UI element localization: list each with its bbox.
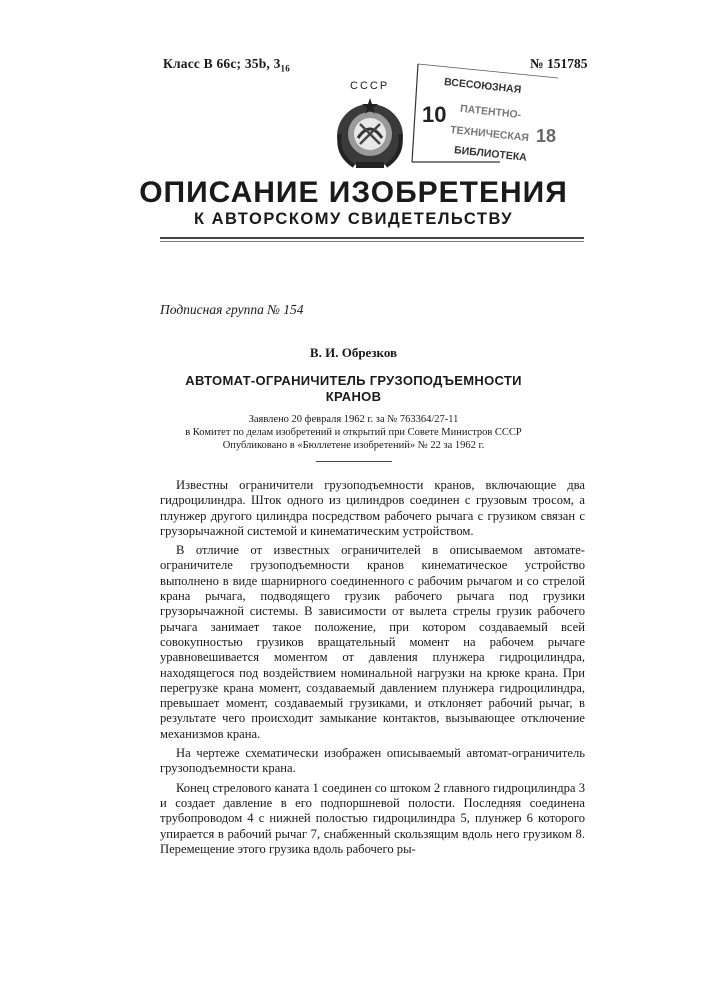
committee-info: в Комитет по делам изобретений и открытий при Совете Министров СССР bbox=[0, 427, 707, 438]
paragraph: Конец стрелового каната 1 соединен со штоком 2 главного гидроцилиндра 3 и создает давление в его подпоршневой полости. Последняя соединена трубопроводом 4 с нижней полостью гидроцилиндра 5, плунжер 6 которого упирается в рабочий рычаг 7, снабженный скользящим вдоль него грузиком 8. Перемещение этого грузика вдоль рабочего ры- bbox=[160, 781, 585, 857]
invention-title-line-1: АВТОМАТ-ОГРАНИЧИТЕЛЬ ГРУЗОПОДЪЕМНОСТИ bbox=[0, 373, 707, 388]
paragraph: Известны ограничители грузоподъемности кранов, включающие два гидроцилиндра. Шток одного из цилиндров соединен с грузовым тросом, а плунжер другого цилиндра посредством рабочего рычага с грузиком связан с грузорычажной системой и кинематическим устройством. bbox=[160, 478, 585, 539]
section-divider bbox=[316, 461, 392, 462]
patent-number: № 151785 bbox=[530, 56, 587, 72]
stamp-line-3: ТЕХНИЧЕСКАЯ bbox=[450, 124, 530, 144]
filing-info: Заявлено 20 февраля 1962 г. за № 763364/27-11 bbox=[0, 414, 707, 425]
document-title: ОПИСАНИЕ ИЗОБРЕТЕНИЯ bbox=[0, 176, 707, 210]
title-divider-bottom bbox=[160, 241, 584, 242]
author-name: В. И. Обрезков bbox=[0, 345, 707, 361]
paragraph: В отличие от известных ограничителей в описываемом автомате-ограничителе грузоподъемности кранов кинематическое устройство выполнено в виде шарнирного соединенного с рабочим рычагом и со стрелой крана рычага, подводящего грузик рабочего рычага под грузики грузорычажной системы. В зависимости от вылета стрелы грузик рабочего рычага занимает такое положение, при котором создаваемый всей совокупностью грузиков вращательный момент на рабочем рычаге уравновешивается моментом от давления плунжера гидроцилиндра, находящегося под воздействием номинальной нагрузки на крюке крана. При перегрузке крана момент, создаваемый давлением плунжера гидроцилиндра, превышает момент, создаваемый грузиками, и отклоняет рабочий рычаг, в результате чего происходит замыкание контактов, вызывающее отключение механизмов крана. bbox=[160, 543, 585, 742]
library-stamp bbox=[410, 62, 560, 172]
stamp-number-right: 18 bbox=[536, 126, 556, 147]
ussr-emblem-icon bbox=[330, 94, 410, 174]
publication-info: Опубликовано в «Бюллетене изобретений» № 22 за 1962 г. bbox=[0, 440, 707, 451]
description-body bbox=[160, 478, 585, 861]
stamp-line-4: БИБЛИОТЕКА bbox=[454, 144, 528, 164]
document-subtitle: К АВТОРСКОМУ СВИДЕТЕЛЬСТВУ bbox=[0, 210, 707, 229]
stamp-line-1: ВСЕСОЮЗНАЯ bbox=[444, 76, 522, 96]
subscription-group: Подписная группа № 154 bbox=[160, 302, 304, 318]
classification-label: Класс В 66с; 35b, 316 bbox=[163, 56, 290, 74]
classification-subscript: 16 bbox=[281, 64, 290, 74]
country-label: СССР bbox=[350, 80, 389, 92]
invention-title-line-2: КРАНОВ bbox=[0, 389, 707, 404]
stamp-line-2: ПАТЕНТНО- bbox=[460, 103, 522, 121]
paragraph: На чертеже схематически изображен описываемый автомат-ограничитель грузоподъемности крана. bbox=[160, 746, 585, 777]
stamp-number-left: 10 bbox=[422, 102, 446, 128]
title-divider-top bbox=[160, 237, 584, 239]
